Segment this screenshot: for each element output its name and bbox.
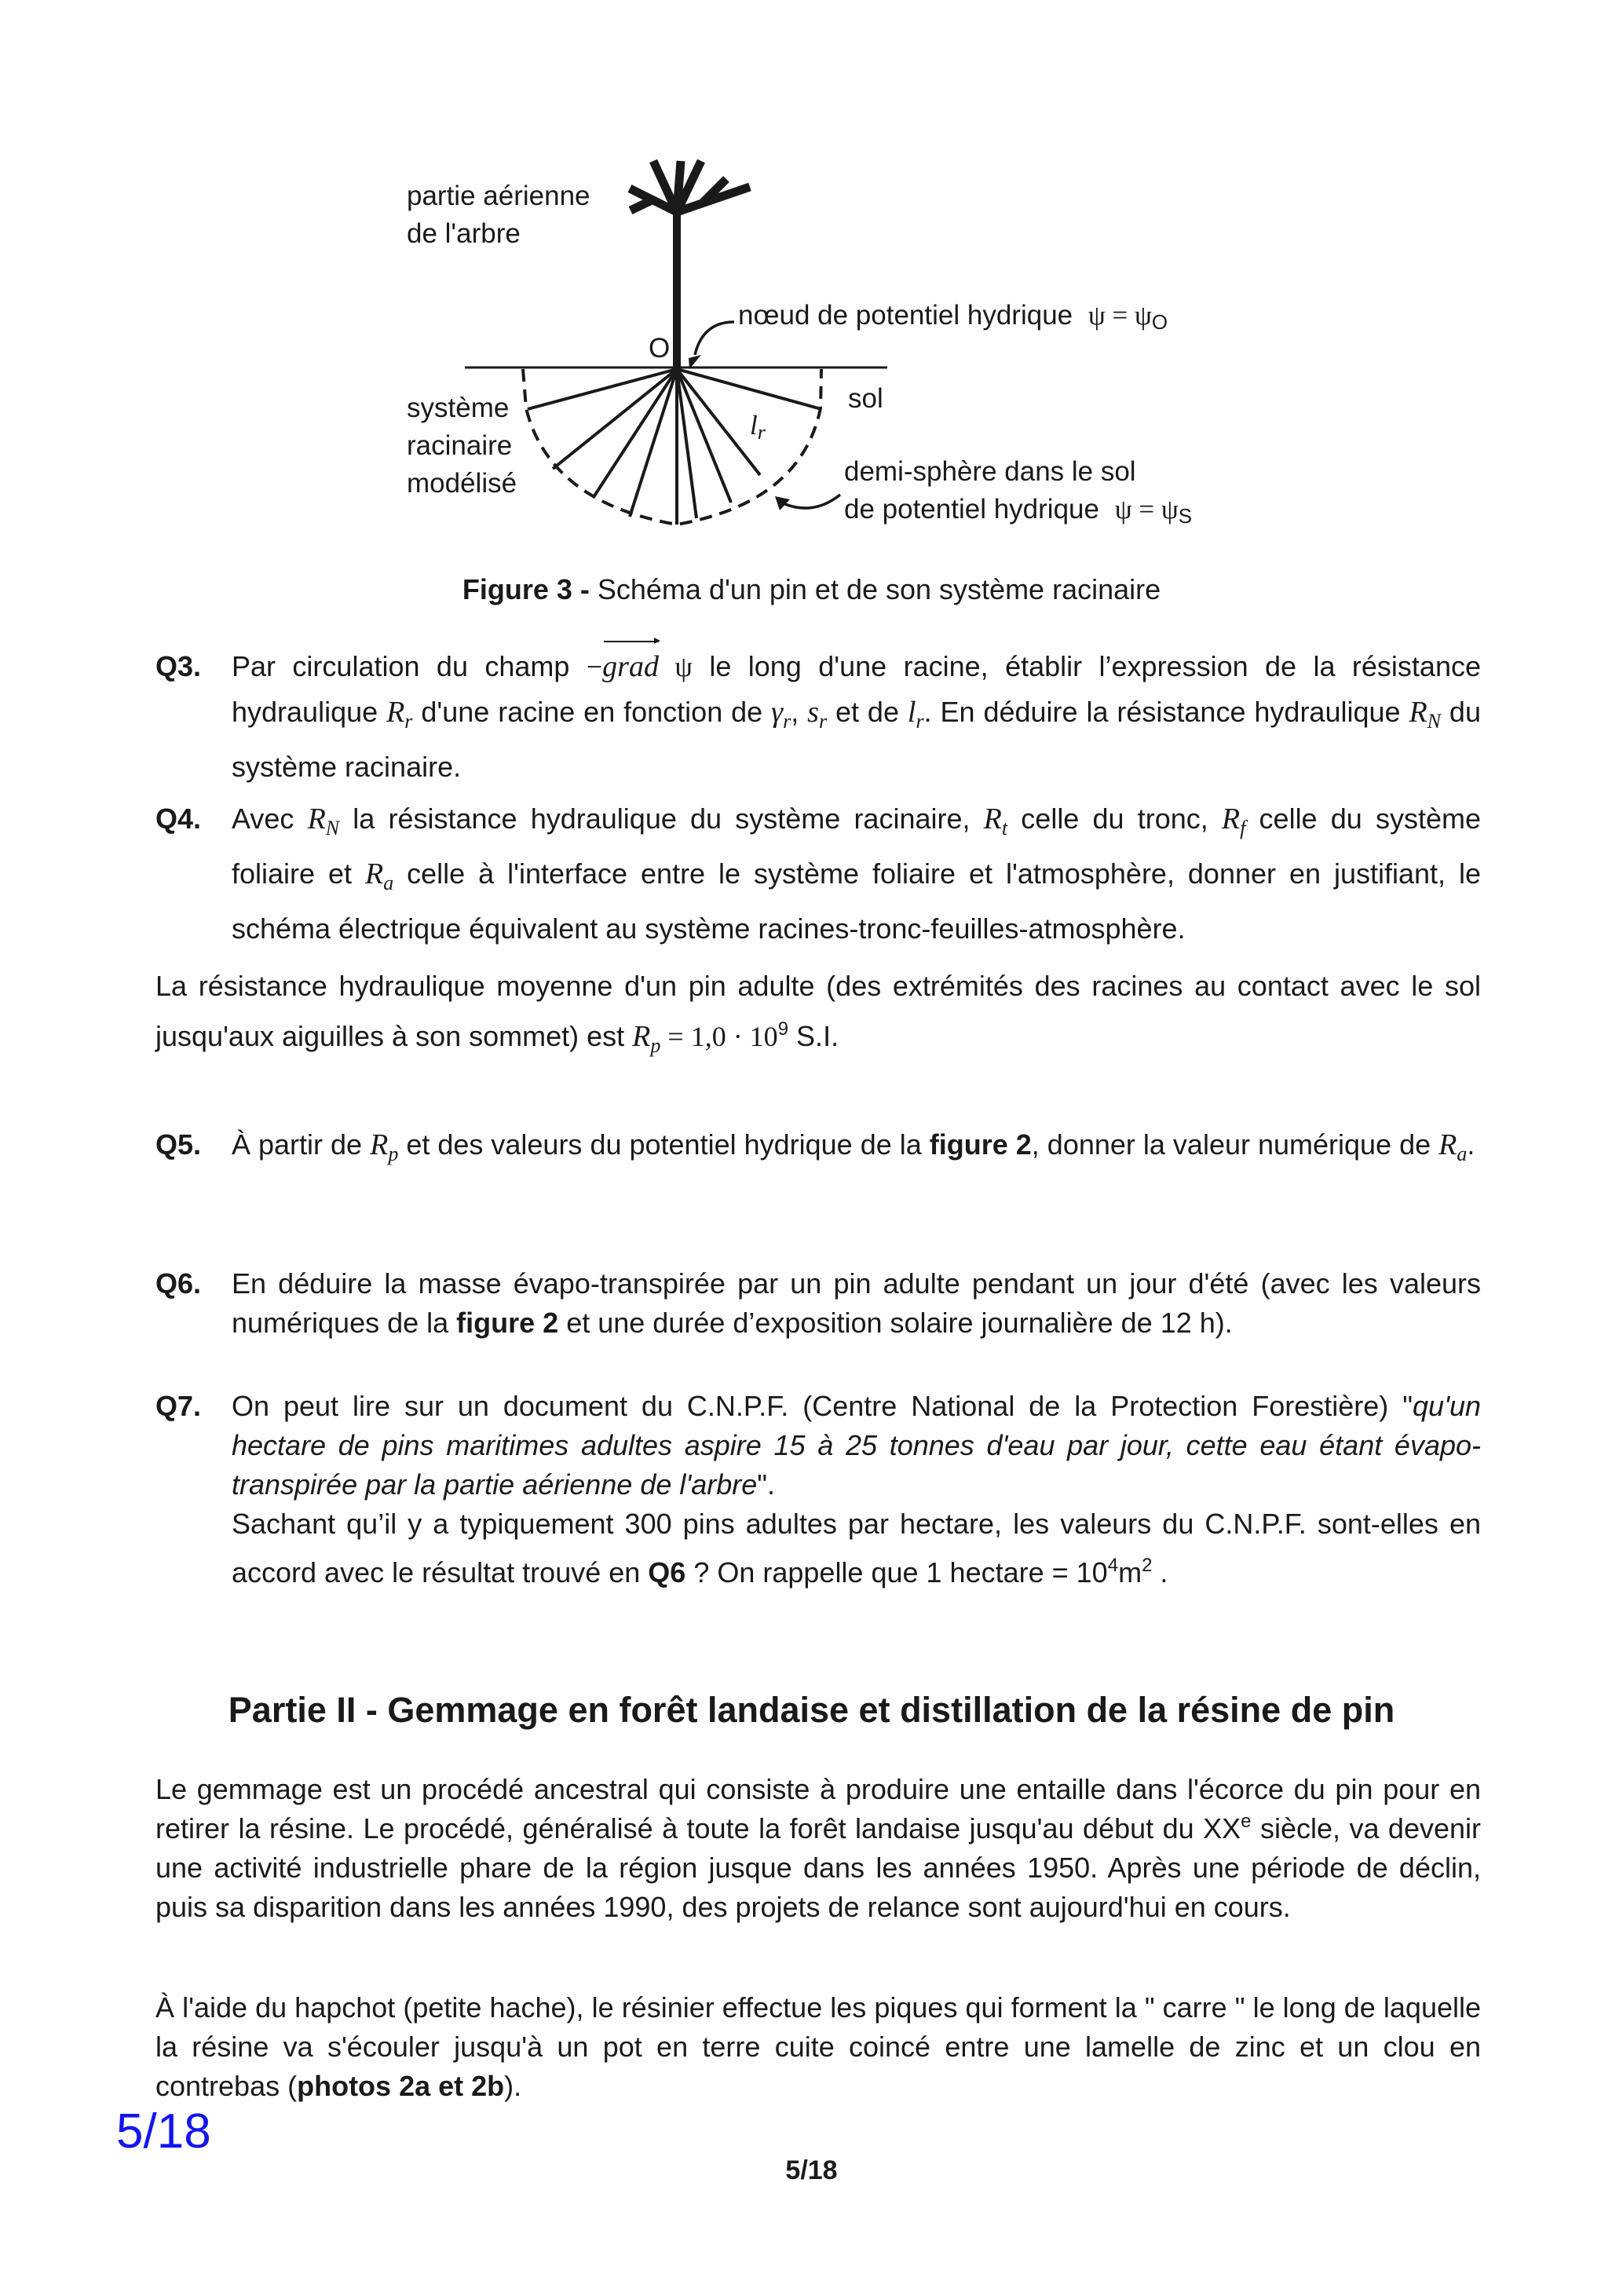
rp-paragraph: La résistance hydraulique moyenne d'un pin adulte (des extrémités des racines au contact avec le sol jusqu'aux aiguilles à son sommet) est $R_p = 1,0 \cdot 10^9$ S.I.: [155, 970, 1481, 1057]
hemisphere-dashed: [523, 369, 821, 525]
label-root-length: $l_r$: [750, 410, 766, 444]
question-q3: Q3. Par circulation du champ −grad ψ le long d'une racine, établir l’expression de la résistance hydraulique $R_r$ d'une racine en fonction de $\gamma_r$, $s_r$ et de $l_r$. En déduire la résistance hydraulique $R_N$ du système racinaire.: [155, 644, 1481, 790]
figure-caption: Figure 3 - Schéma d'un pin et de son système racinaire: [462, 573, 1161, 605]
figure-2-reference: figure 2: [929, 1128, 1032, 1161]
hemisphere-arrow-icon: [781, 495, 840, 508]
label-node-potential: nœud de potentiel hydrique $\psi = \psi_O$: [738, 300, 1168, 334]
label-origin: O: [649, 333, 671, 364]
photos-reference: photos 2a et 2b: [297, 2070, 505, 2102]
section-heading-part-2: Partie II - Gemmage en forêt landaise et distillation de la résine de pin: [228, 1690, 1395, 1730]
gemmage-paragraph-2: À l'aide du hapchot (petite hache), le résinier effectue les piques qui forment la " carre " le long de laquelle la résine va s'écouler jusqu'à un pot en terre cuite coincé entre une lamelle de zinc et un clou en contrebas (photos 2a et 2b).: [155, 1991, 1481, 2102]
cnpf-quote: qu'un hectare de pins maritimes adultes aspire 15 à 25 tonnes d'eau par jour, cette eau étant évapo-transpirée par la partie aérienne de l'arbre: [232, 1390, 1481, 1501]
tree-crown-icon: [630, 161, 750, 212]
question-number: Q5.: [155, 1128, 202, 1161]
page-number-overlay: 5/18: [116, 2104, 211, 2159]
question-q7: Q7. On peut lire sur un document du C.N.P.F. (Centre National de la Protection Forestière) "qu'un hectare de pins maritimes adultes aspire 15 à 25 tonnes d'eau par jour, cette eau étant évapo-transpirée par la partie aérienne de l'arbre". Sachant qu’il y a typiquement 300 pins adultes par hectare, les valeurs du C.N.P.F. sont-elles en accord avec le résultat trouvé en Q6 ? On rappelle que 1 hectare = $10^4m^2$ .: [155, 1387, 1481, 1597]
page-footer-number: 5/18: [785, 2155, 838, 2185]
label-soil: sol: [848, 383, 883, 414]
question-number: Q6.: [155, 1267, 202, 1300]
label-root-system: système racinaire modélisé: [407, 393, 517, 499]
question-number: Q7.: [155, 1390, 202, 1422]
question-q6: Q6. En déduire la masse évapo-transpirée par un pin adulte pendant un jour d'été (avec les valeurs numériques de la figure 2 et une durée d’exposition solaire journalière de 12 h).: [155, 1264, 1481, 1343]
tree-root-diagram: [0, 0, 1623, 565]
label-hemisphere: demi-sphère dans le sol de potentiel hydrique $\psi = \psi_S$: [844, 456, 1193, 528]
question-number: Q4.: [155, 803, 202, 835]
question-q5: Q5. À partir de $R_p$ et des valeurs du potentiel hydrique de la figure 2, donner la valeur numérique de $R_a$.: [155, 1118, 1481, 1181]
figure-2-reference: figure 2: [456, 1307, 559, 1339]
node-arrow-icon: [695, 322, 734, 355]
gemmage-paragraph-1: Le gemmage est un procédé ancestral qui consiste à produire une entaille dans l'écorce du pin pour en retirer la résine. Le procédé, généralisé à toute la forêt landaise jusqu'au début du XXe siècle, va devenir une activité industrielle phare de la région jusque dans les années 1950. Après une période de déclin, puis sa disparition dans les années 1990, des projets de relance sont aujourd'hui en cours.: [155, 1773, 1481, 1923]
label-aerial-part: partie aérienne de l'arbre: [407, 181, 590, 249]
question-number: Q3.: [155, 650, 202, 682]
q6-reference: Q6: [648, 1556, 686, 1589]
question-q4: Q4. Avec $R_N$ la résistance hydraulique du système racinaire, $R_t$ celle du tronc, $R_f$ celle du système foliaire et $R_a$ celle à l'interface entre le système foliaire et l'atmosphère, donner en justifiant, le schéma électrique équivalent au système racines-tronc-feuilles-atmosphère.: [155, 796, 1481, 952]
